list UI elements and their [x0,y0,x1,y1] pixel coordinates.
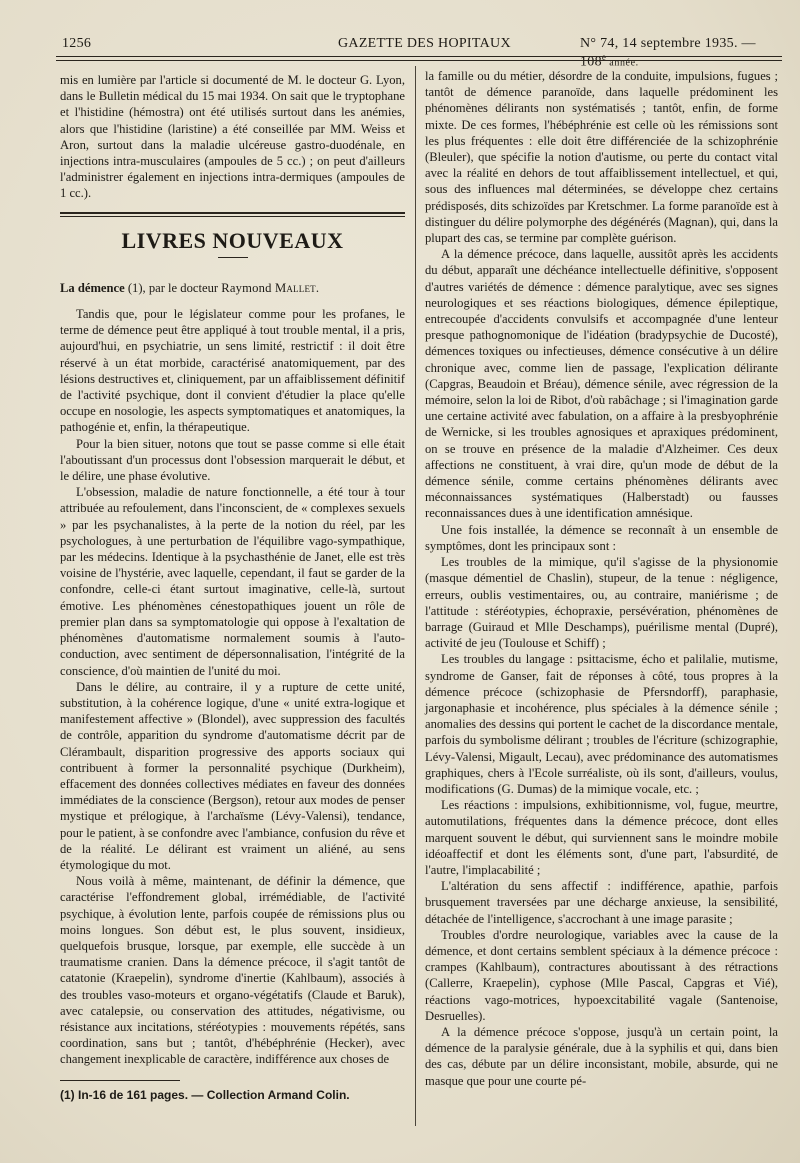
paragraph: Tandis que, pour le législateur comme pour les profanes, le terme de démence peut être appliqué à tout trouble mental, il a pris, aujourd'hui, en psychiatrie, un sens limité, restrictif : il doit être réservé à un état morbide, caractérisé anatomiquement, par des lésions destructives et, cliniquement, par un affaiblissement définitif de l'activité psychique, dont il convient d'étudier la place qu'elle occupe en nosologie, les aspects symptomatiques et anatomiques, la pathogénie et, enfin, la thérapeutique. [60,307,405,435]
book-note: (1), par le docteur [124,280,222,295]
issue-sup: e [601,52,607,62]
page-header [56,30,782,70]
paragraph: Troubles d'ordre neurologique, variables avec la cause de la démence, et dont certains semblent spéciaux à la démence précoce : crampes (Kahlbaum), contractures aboutissant à des rétractions (Callerre, Kraepelin), cyphose (Mlle Pascal, Capgras et Vié), réactions vago-motrices, hypoexcitabilité vagale (Santenoise, Desruelles). [425,927,778,1023]
paragraph: Dans le délire, au contraire, il y a rupture de cette unité, substitution, à la cohérence logique, d'une « unité extra-logique et manifestement affective » (Blondel), avec suppression des facultés de contrôle, apparition du syndrome d'automatisme décrit par de Clérambault, disparition progressive des apports sociaux qui contribuent à former la personnalité psychique (Durkheim), effacement des données collectives médiates en faveur des données immédiates de la conscience (Bergson), retour aux modes de penser mystique et prélogique, à l'archaïsme (Lévy-Valensi), tendance, pour le patient, à se confondre avec l'ambiance, confusion du rêve et de la réalité. Le délirant est vraiment un aliéné, au sens étymologique du mot. [60,679,405,872]
book-title: La démence [60,280,125,295]
issue-annee: année. [606,57,639,69]
paragraph: Une fois installée, la démence se reconnaît à un ensemble de symptômes, dont les principaux sont : [425,522,778,553]
book-author-first: Raymond [221,280,275,295]
footnote: (1) In-16 de 161 pages. — Collection Armand Colin. [60,1087,350,1102]
intro-paragraph: mis en lumière par l'article si documenté de M. le docteur G. Lyon, dans le Bulletin médical du 15 mai 1934. On sait que le tryptophane et l'histidine (hémostra) ont été utilisés surtout dans les anémies, alors que l'histidine (laristine) a été conseillée par MM. Weiss et Aron, surtout dans la maladie ulcéreuse gastro-duodénale, en injections intra-musculaires (ampoules de 5 cc.) ; on peut d'ailleurs l'administrer également en injections intra-dermiques (ampoules de 1 cc.). [60,73,405,201]
section-rule [60,212,405,217]
book-author [221,281,319,295]
right-column [425,68,778,1089]
issue-info [580,36,782,71]
column-divider [415,66,416,1126]
left-column [60,72,405,1103]
paragraph: A la démence précoce s'oppose, jusqu'à un certain point, la démence de la paralysie générale, due à la syphilis et qui, dans bien des cas, débute par un délire inconsistant, mobile, absurde, qui ne masque que pour une courte pé- [425,1024,778,1088]
section-title: LIVRES NOUVEAUX [121,227,344,253]
paragraph: Les troubles du langage : psittacisme, écho et palilalie, mutisme, syndrome de Ganser, fait de réponses à côté, tous propres à la démence précoce (schizophasie de Pfersndorff), paraphasie, jargonaphasie et incohérence, plus spéciales à la démence sénile ; anomalies des dessins qui portent le cachet de la discordance mentale, parfois du symbolisme délirant ; troubles de l'écriture (schizographie, Lévy-Valensi, Migault, Lecau), avec prédominance des automatismes graphiques, chers à l'Ecole surréaliste, où ils sont, d'ailleurs, voulus, modifications (G. Dumas) de la mimique vocale, etc. ; [425,652,778,796]
section-short-rule [218,257,248,258]
paragraph: la famille ou du métier, désordre de la conduite, impulsions, fugues ; tantôt de démence paranoïde, dans laquelle prédominent les phénomènes délirants non systématisés ; tantôt, enfin, de forme mixte. De ces formes, l'hébéphrénie est celle où les rémissions sont les plus fréquentes : elle doit être différenciée de la schizophrénie (Bleuler), que spécifie la notion d'autisme, ou perte du contact vital avec la réalité en dehors de tout affaiblissement intellectuel, et qui, sous des influences mal déterminées, se développe chez certains prédisposés, dits schizoïdes par Kretschmer. La forme paranoïde est à distinguer du délire polymorphe des dégénérés (Magnan), qui, dans la plupart des cas, se termine par complète guérison. [425,69,778,246]
issue-date: N° 74, 14 septembre 1935. — 108 [580,36,756,70]
paragraph: Nous voilà à même, maintenant, de définir la démence, que caractérise l'effondrement global, irrémédiable, de l'activité psychique, à évolution lente, parfois coupée de rémissions plus ou moins longues. Son début est, le plus souvent, insidieux, quelquefois brusque, lorsque, par exemple, elle succède à un traumatisme cranien. Dans la démence précoce, il s'agit tantôt de catatonie (Kraepelin), syndrome d'inertie (Kahlbaum), associés à des troubles vaso-moteurs et organo-végétatifs (Claude et Baruk), avec catalepsie, ou conservation des attitudes, négativisme, ou résistance aux incitations, stéréotypies : mouvements répétés, sans coordination, sans but ; tantôt, d'hébéphrénie (Hecker), avec changement inexplicable de caractère, indifférence aux choses de [60,874,405,1067]
header-rule [56,56,782,61]
paragraph: Les réactions : impulsions, exhibitionnisme, vol, fugue, meurtre, automutilations, fréquentes dans la démence précoce, dont elles marquent souvent le début, qui surviennent sans le moindre mobile idéoaffectif et dont les éléments sont, d'une part, l'absurdité, de l'autre, l'implacabilité ; [425,798,778,877]
book-author-last: Mallet. [274,280,320,295]
footnote-rule [60,1080,180,1081]
page-number: 1256 [62,36,92,51]
book-heading [60,280,405,296]
paragraph: Pour la bien situer, notons que tout se passe comme si elle était l'aboutissant d'un processus dont l'obsession marquerait le début, et le délire, une phase évolutive. [60,436,405,484]
journal-title: GAZETTE DES HOPITAUX [338,36,511,51]
paragraph: A la démence précoce, dans laquelle, aussitôt après les accidents du début, apparaît une déchéance intellectuelle définitive, s'opposent d'autres variétés de démence : démence paralytique, avec ses signes neurologiques et ses réactions biologiques, démence épileptique, entrecoupée d'accidents convulsifs et accompagnée d'une lenteur presque pathognomonique de l'idéation (bradypsychie de Ducosté), démences toxiques ou infectieuses, démence consécutive à un délire chronique avec, comme lien de passage, l'explication délirante (Capgras, Beaudoin et Bréau), démence sénile, avec régression de la mémoire, selon la loi de Ribot, d'où rabâchage ; si l'imagination garde une certaine activité avec fabulation, on a affaire à la presbyophrénie de Wernicke, si les troubles agnosiques et apraxiques prédominent, on se trouve en présence de la maladie d'Alzheimer. Ces deux affections ne constituent, à vrai dire, qu'un mode de début de la démence sénile, comme certains phénomènes délirants avec méconnaissances systématiques (Halberstadt) ou fausses reconnaissances dues à une identification amnésique. [425,247,778,521]
paragraph: L'obsession, maladie de nature fonctionnelle, a été tour à tour attribuée au refoulement, dans l'inconscient, de « complexes sexuels » par les psychanalistes, à la perte de la notion du réel, par les psychologues, à une perturbation de l'équilibre vago-sympathique, par les médecins. Identique à la psychasthénie de Janet, elle est très voisine de l'hystérie, avec laquelle, cependant, il faut se garder de la confondre, celle-ci étant surtout imaginative, celle-là, surtout émotive. Les phénomènes cénestopathiques jouent un rôle de premier plan dans sa symptomatologie qui oppose à l'exaltation de phénomènes d'automatisme normalement soumis à l'auto-conduction, avec sentiment de dépersonnalisation, l'intégrité de la conscience, d'où maintien de l'unité du moi. [60,485,405,678]
paragraph: L'altération du sens affectif : indifférence, apathie, parfois brusquement traversées par une décharge anxieuse, la sensibilité, détachée de l'intelligence, s'accrochant à une image parasite ; [425,879,778,926]
paragraph: Les troubles de la mimique, qu'il s'agisse de la physionomie (masque démentiel de Chaslin), stupeur, de la tenue : négligence, erreurs, oublis vestimentaires, ou, au contraire, maniérisme ; de l'attitude : stéréotypies, échopraxie, persévération, phénomènes de barrage (Guiraud et Mlle Deschamps), puérilisme mental (Dupré), activité de jeu (Toulouse et Schiff) ; [425,555,778,651]
